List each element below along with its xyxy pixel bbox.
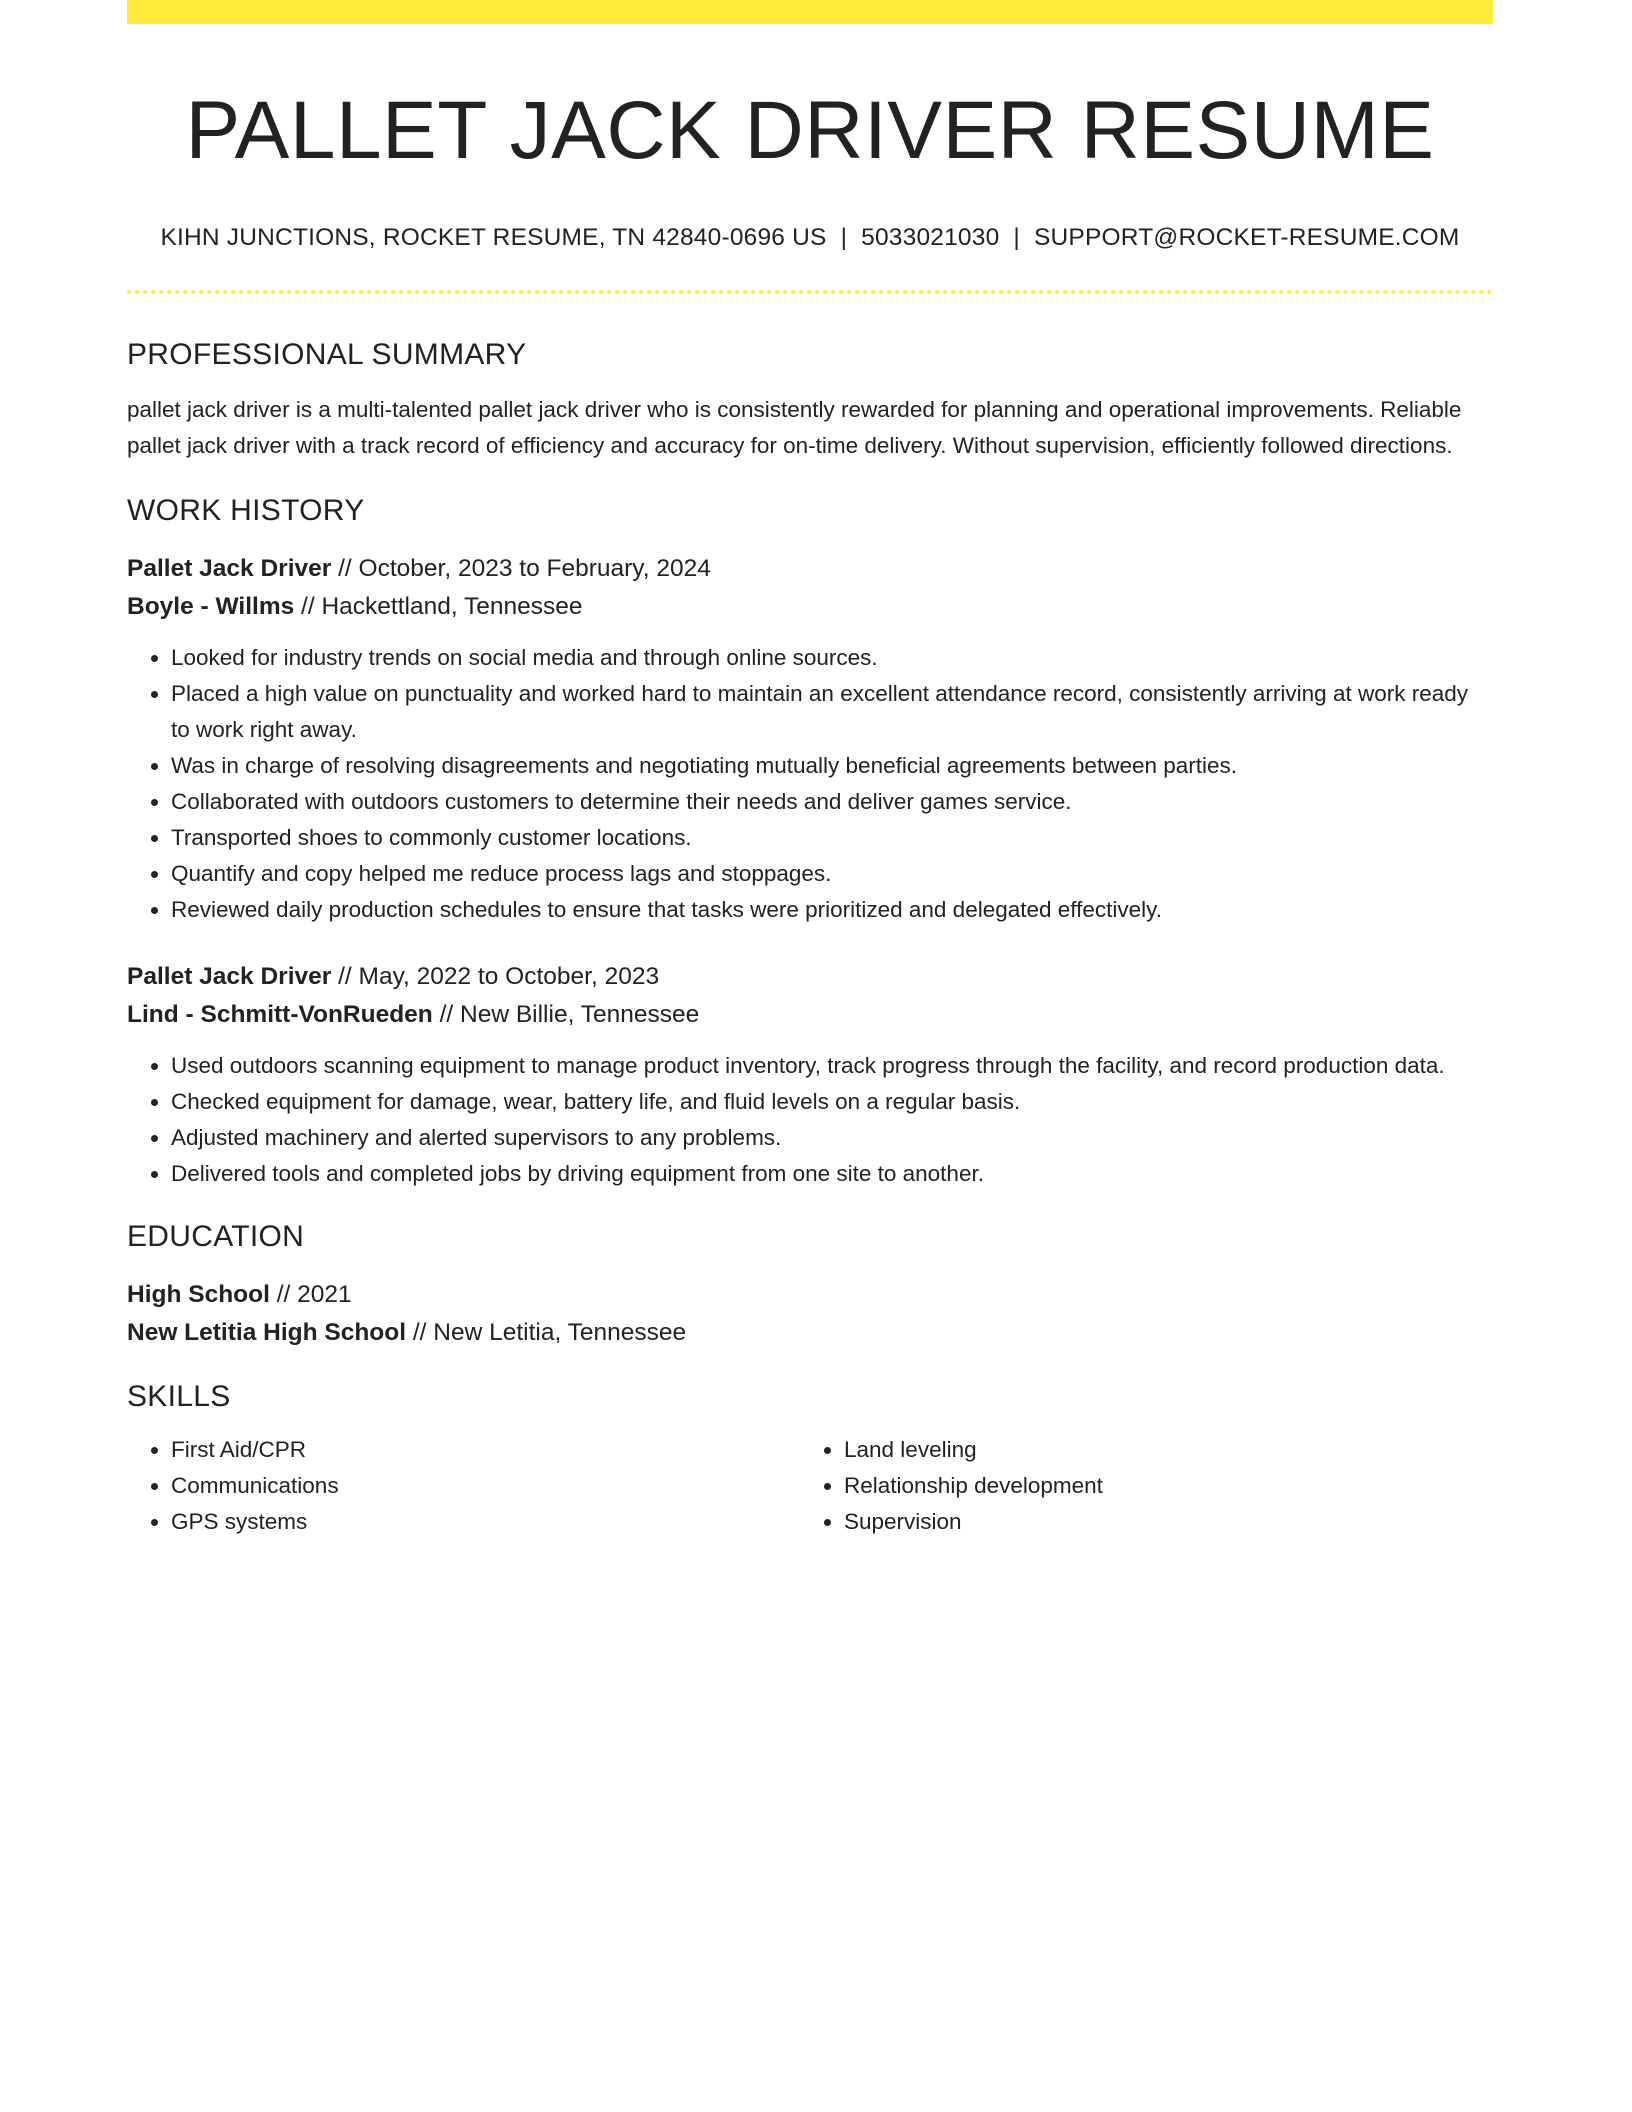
job-bullet: • Quantify and copy helped me reduce process lags and stoppages. bbox=[171, 856, 1493, 892]
job-title: Pallet Jack Driver bbox=[127, 555, 332, 583]
job-bullets bbox=[127, 1048, 1493, 1192]
dotted-divider bbox=[127, 290, 1493, 294]
skills-column-left bbox=[127, 1432, 800, 1540]
job-bullet: • Transported shoes to commonly customer locations. bbox=[171, 820, 1493, 856]
job-bullet: • Adjusted machinery and alerted supervisors to any problems. bbox=[171, 1120, 1493, 1156]
education-degree: High School bbox=[127, 1281, 270, 1309]
resume-page bbox=[127, 0, 1493, 1540]
contact-address: KIHN JUNCTIONS, ROCKET RESUME, TN 42840-0696 US bbox=[160, 224, 827, 252]
skill-item: • Relationship development bbox=[844, 1468, 1473, 1504]
education-school: New Letitia High School bbox=[127, 1319, 407, 1347]
job-bullet: • Used outdoors scanning equipment to manage product inventory, track progress through the facility, and record production data. bbox=[171, 1048, 1493, 1084]
job-dates: // May, 2022 to October, 2023 bbox=[331, 963, 660, 991]
education-location: // New Letitia, Tennessee bbox=[406, 1319, 687, 1347]
summary-text: pallet jack driver is a multi-talented pallet jack driver who is consistently rewarded for planning and operational improvements. Reliable pallet jack driver with a track record of efficiency and accuracy for on-time delivery. Without supervision, efficiently followed directions. bbox=[127, 397, 1462, 459]
skill-item: • Land leveling bbox=[844, 1432, 1473, 1468]
job-company-line bbox=[127, 588, 1493, 626]
education-school-line bbox=[127, 1314, 1493, 1352]
contact-separator: | bbox=[1013, 224, 1020, 252]
contact-phone: 5033021030 bbox=[861, 224, 1000, 252]
accent-top-bar bbox=[127, 0, 1493, 24]
job-entry bbox=[127, 958, 1493, 1192]
job-bullet: • Placed a high value on punctuality and worked hard to maintain an excellent attendance record, consistently arriving at work ready to work right away. bbox=[171, 676, 1493, 748]
job-bullet: • Checked equipment for damage, wear, battery life, and fluid levels on a regular basis. bbox=[171, 1084, 1493, 1120]
job-bullet: • Collaborated with outdoors customers to determine their needs and deliver games service. bbox=[171, 784, 1493, 820]
contact-separator: | bbox=[840, 224, 848, 252]
job-bullets bbox=[127, 640, 1493, 928]
job-bullet: • Looked for industry trends on social media and through online sources. bbox=[171, 640, 1493, 676]
job-title-line bbox=[127, 550, 1493, 588]
education-entry bbox=[127, 1276, 1493, 1352]
summary-heading: PROFESSIONAL SUMMARY bbox=[127, 338, 527, 372]
job-bullet: • Reviewed daily production schedules to ensure that tasks were prioritized and delegated effectively. bbox=[171, 892, 1493, 928]
job-bullet: • Was in charge of resolving disagreements and negotiating mutually beneficial agreements between parties. bbox=[171, 748, 1493, 784]
resume-title: PALLET JACK DRIVER RESUME bbox=[185, 85, 1435, 176]
work-history-heading: WORK HISTORY bbox=[127, 494, 365, 528]
job-title: Pallet Jack Driver bbox=[127, 963, 332, 991]
skill-item: • GPS systems bbox=[171, 1504, 800, 1540]
skills-column-right bbox=[800, 1432, 1473, 1540]
education-degree-line bbox=[127, 1276, 1493, 1314]
job-company: Boyle - Willms bbox=[127, 593, 295, 621]
job-location: // Hackettland, Tennessee bbox=[294, 593, 583, 621]
skill-item: • Supervision bbox=[844, 1504, 1473, 1540]
job-bullet: • Delivered tools and completed jobs by driving equipment from one site to another. bbox=[171, 1156, 1493, 1192]
education-year: // 2021 bbox=[269, 1281, 352, 1309]
contact-line bbox=[127, 224, 1493, 252]
education-heading: EDUCATION bbox=[127, 1220, 305, 1254]
skill-item: • First Aid/CPR bbox=[171, 1432, 800, 1468]
job-title-line bbox=[127, 958, 1493, 996]
job-company: Lind - Schmitt-VonRueden bbox=[127, 1001, 433, 1029]
skills-grid bbox=[127, 1432, 1493, 1540]
skills-heading: SKILLS bbox=[127, 1380, 231, 1414]
job-entry bbox=[127, 550, 1493, 928]
job-dates: // October, 2023 to February, 2024 bbox=[331, 555, 711, 583]
contact-email: SUPPORT@ROCKET-RESUME.COM bbox=[1033, 224, 1460, 252]
skill-item: • Communications bbox=[171, 1468, 800, 1504]
job-company-line bbox=[127, 996, 1493, 1034]
job-location: // New Billie, Tennessee bbox=[432, 1001, 700, 1029]
